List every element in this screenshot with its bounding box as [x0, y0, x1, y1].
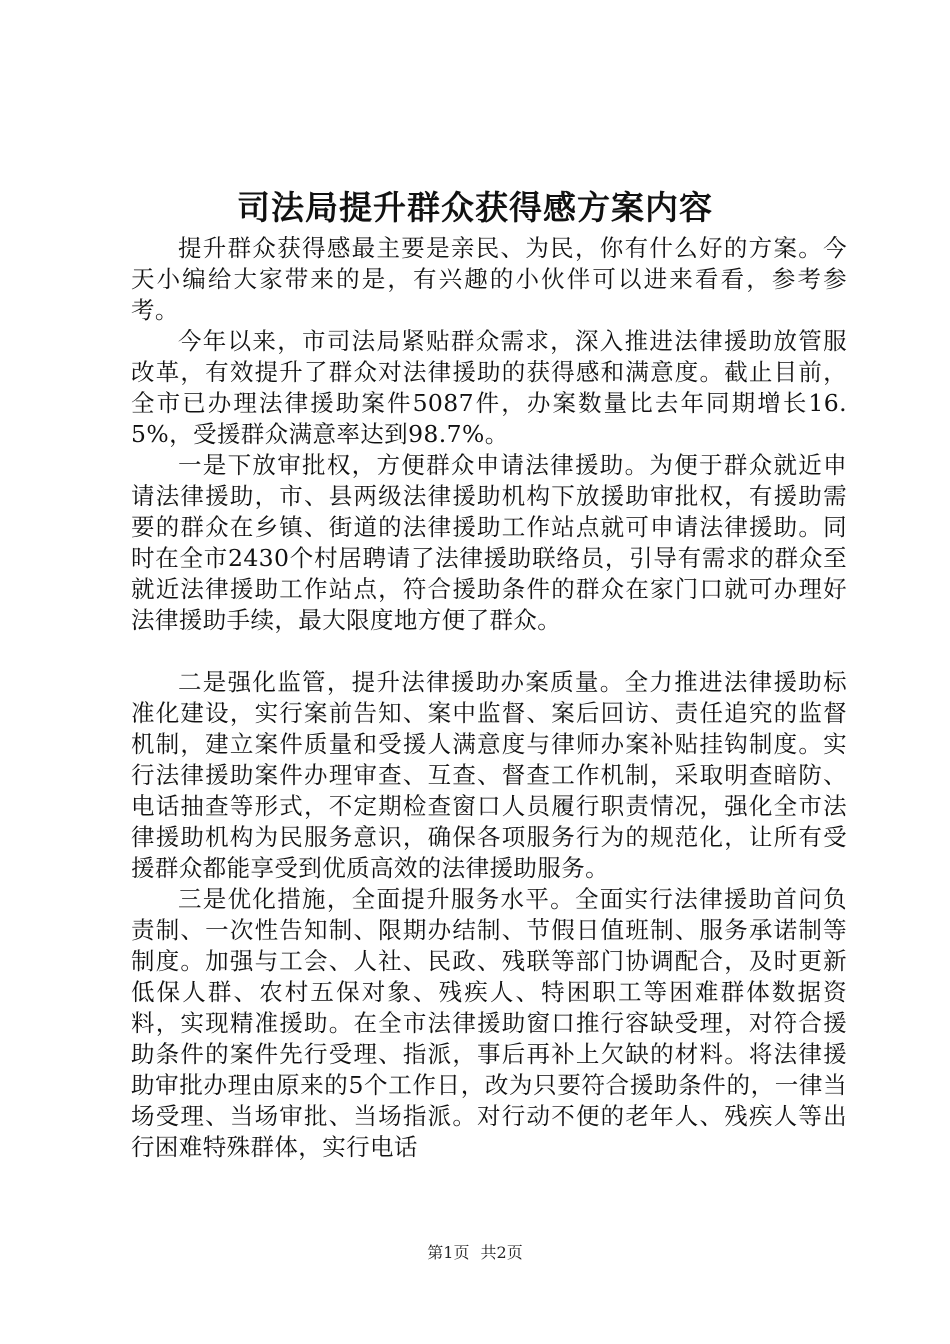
paragraph-point-three: 三是优化措施，全面提升服务水平。全面实行法律援助首问负责制、一次性告知制、限期办结制、节假日值班制、服务承诺制等制度。加强与工会、人社、民政、残联等部门协调配合，及时更新低保人群、农村五保对象、残疾人、特困职工等困难群体数据资料，实现精准援助。在全市法律援助窗口推行容缺受理，对符合援助条件的案件先行受理、指派，事后再补上欠缺的材料。将法律援助审批办理由原来的5个工作日，改为只要符合援助条件的，一律当场受理、当场审批、当场指派。对行动不便的老年人、残疾人等出行困难特殊群体，实行电话	[131, 885, 847, 1161]
paragraph-summary: 今年以来，市司法局紧贴群众需求，深入推进法律援助放管服改革，有效提升了群众对法律援助的获得感和满意度。截止目前，全市已办理法律援助案件5087件，办案数量比去年同期增长16.5%，受援群众满意率达到98.7%。	[131, 327, 847, 448]
paragraph-point-two: 二是强化监管，提升法律援助办案质量。全力推进法律援助标准化建设，实行案前告知、案中监督、案后回访、责任追究的监督机制，建立案件质量和受援人满意度与律师办案补贴挂钩制度。实行法律援助案件办理审查、互查、督查工作机制，采取明查暗防、电话抽查等形式，不定期检查窗口人员履行职责情况，强化全市法律援助机构为民服务意识，确保各项服务行为的规范化，让所有受援群众都能享受到优质高效的法律援助服务。	[131, 668, 847, 882]
page-number-current: 第1页	[427, 1243, 470, 1262]
paragraph-intro: 提升群众获得感最主要是亲民、为民，你有什么好的方案。今天小编给大家带来的是，有兴趣的小伙伴可以进来看看，参考参考。	[131, 234, 847, 324]
page-footer	[0, 1242, 950, 1264]
document-title: 司法局提升群众获得感方案内容	[237, 188, 713, 227]
page-number-total: 共2页	[480, 1243, 523, 1262]
paragraph-point-one: 一是下放审批权，方便群众申请法律援助。为便于群众就近申请法律援助，市、县两级法律援助机构下放援助审批权，有援助需要的群众在乡镇、街道的法律援助工作站点就可申请法律援助。同时在全市2430个村居聘请了法律援助联络员，引导有需求的群众至就近法律援助工作站点，符合援助条件的群众在家门口就可办理好法律援助手续，最大限度地方便了群众。	[131, 451, 847, 634]
document-body	[131, 233, 847, 1163]
